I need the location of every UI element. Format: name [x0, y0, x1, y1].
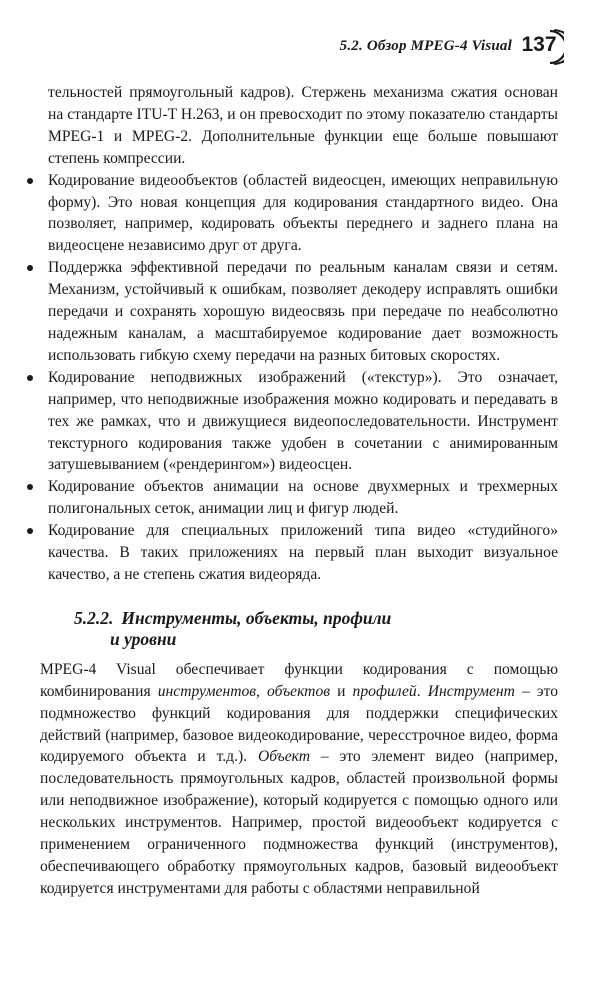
feature-list: [40, 170, 558, 586]
page-header: [300, 26, 572, 66]
list-item: [40, 520, 558, 586]
page-number: 137: [521, 33, 557, 56]
page-number-badge: [520, 28, 564, 66]
list-item-text: Поддержка эффективной передачи по реальным каналам связи и сетям. Механизм, устойчивый к ошибкам, позволяет декодеру исправлять ошибки передачи и сохранять хорошую видеосвязь при передаче по неабсолютно надежным каналам, а масштабируемое кодирование дает возможность использовать гибкую схему передачи на разных битовых скоростях.: [48, 259, 558, 364]
section-title-line1: Инструменты, объекты, профили: [121, 607, 392, 628]
bullet-icon: [27, 375, 33, 381]
list-item-text: Кодирование видеообъектов (областей видеосцен, имеющих неправильную форму). Это новая концепция для кодирования стандартного видео. Она позволяет, например, кодировать объекты переднего и заднего плана на видеосцене независимо друг от друга.: [48, 171, 558, 255]
bullet-icon: [27, 178, 33, 184]
term-objects: объектов: [267, 682, 331, 700]
page-content: [40, 82, 558, 900]
body-text: ,: [256, 682, 268, 700]
bullet-icon: [27, 265, 33, 271]
bullet-icon: [27, 484, 33, 490]
list-item: [40, 257, 558, 367]
term-tools: инструментов: [157, 682, 257, 700]
running-head: 5.2. Обзор MPEG-4 Visual: [339, 38, 512, 54]
list-item-text: Кодирование для специальных приложений типа видео «студийного» качества. В таких приложениях на первый план выходит визуальное качество, а не степень сжатия видеоряда.: [48, 522, 558, 583]
section-number: 5.2.2.: [74, 607, 114, 628]
body-text: MPEG-4 Visual обеспечивает функции кодирования с помощью комбинирования: [40, 660, 558, 700]
term-profiles: профилей: [352, 682, 417, 700]
list-item: [40, 170, 558, 258]
bullet-icon: [27, 528, 33, 534]
section-heading: [74, 608, 558, 650]
body-text: .: [416, 682, 428, 700]
body-text: – это подмножество функций кодирования для поддержки специфических действий (например, базовое видеокодирование, чересстрочное видео, форма кодируемого объекта и т.д.).: [40, 682, 558, 766]
intro-paragraph: тельностей прямоугольный кадров). Стержень механизма сжатия основан на стандарте ITU-T H.263, и он превосходит по этому показателю стандарты MPEG-1 и MPEG-2. Дополнительные функции еще больше повышают степень компрессии.: [48, 84, 558, 167]
body-text: – это элемент видео (например, последовательность прямоугольных кадров, областей произвольной формы или неподвижное изображение), который кодируется с помощью одного или нескольких инструментов. Например, простой видеообъект кодируется с применением ограниченного подмножества функций (инструментов), обеспечивающего обработку прямоугольных кадров, базовый видеообъект кодируется инструментами для работы с областями неправильной: [40, 748, 558, 897]
section-title-line2: и уровни: [110, 628, 177, 649]
body-paragraph: [40, 659, 558, 900]
list-item: [40, 367, 558, 477]
term-tool: Инструмент: [427, 682, 515, 700]
list-item-text: Кодирование неподвижных изображений («текстур»). Это означает, например, что неподвижные изображения можно кодировать и передавать в тех же рамках, что и движущиеся видеопоследовательности. Инструмент текстурного кодирования также удобен в сочетании с анимированным затушевыванием («рендерингом») видеосцен.: [48, 368, 558, 474]
list-item-text: Кодирование объектов анимации на основе двухмерных и трехмерных полигональных сеток, анимации лиц и фигур людей.: [48, 478, 558, 518]
term-object: Объект: [257, 748, 311, 766]
list-item: [40, 476, 558, 520]
body-text: и: [330, 682, 353, 700]
